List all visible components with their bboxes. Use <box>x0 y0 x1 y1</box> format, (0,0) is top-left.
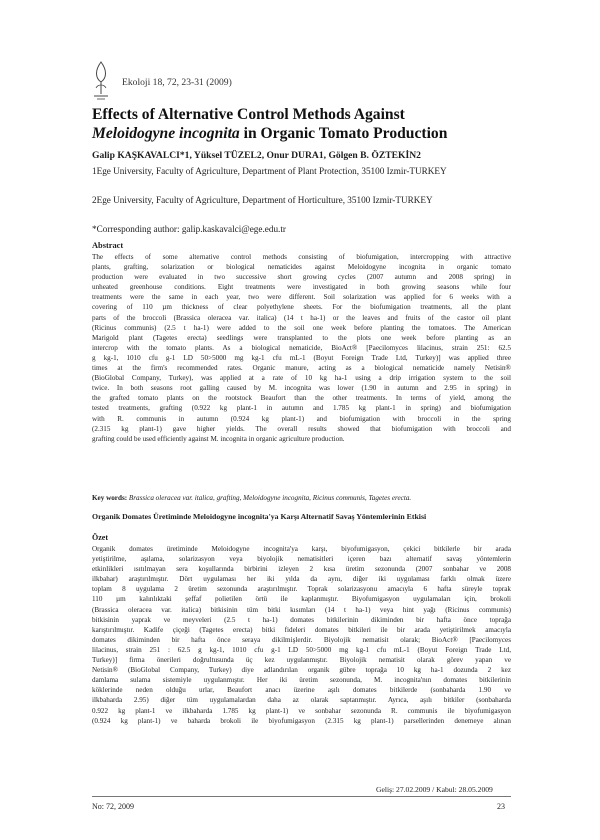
ozet-line: toplam 8 uygulama 2 üretim sezonunda araştırılmıştır. Toprak solarizasyonu amacıyla 6 hafta süreyle toprak <box>92 585 511 594</box>
ozet-line: domates dikiminden bir hafta önce seraya dikilmişlerdir. Biyolojik nematisit olarak; BioAct® [Paecilomyces <box>92 635 511 644</box>
ozet-line: 0.922 kg plant-1 ve ilkbaharda 1.785 kg plant-1) ve sonbahar sezonunda R. communis ile biyofumigasyon <box>92 706 511 715</box>
abstract-line: Marigold plant (Tagetes erecta) seedlings were transplanted to the plots one week before planting as an <box>92 333 511 342</box>
title-species: Meloidogyne incognita <box>92 125 240 142</box>
abstract-heading: Abstract <box>92 241 124 250</box>
abstract-line: production were evaluated in two successive short growing cycles (2007 autumn and 2008 spring) in <box>92 273 511 282</box>
abstract-line: twice. In both seasons root galling caused by M. incognita was lower (1.90 in autumn and 2.95 in spring) in <box>92 384 511 393</box>
abstract-line: the grafted tomato plants on the rootstock Beaufort than the other treatments. In terms of yield, among the <box>92 394 511 403</box>
ozet-line: lilacinus, strain 251 : 62.5 g kg-1, 1010 cfu g-1 LD 50>5000 mg kg-1 cfu mL-1 (Boyut Foreign Trade Ltd, <box>92 645 511 654</box>
abstract-line: tested treatments, grafting (0.922 kg plant-1 in autumn and 1.785 kg plant-1 in spring) and biofumigation <box>92 404 511 413</box>
keywords-label: Key words: <box>92 494 128 502</box>
affiliation-1: 1Ege University, Faculty of Agriculture, Department of Plant Protection, 35100 Izmir-TURKEY <box>92 166 447 176</box>
ozet-line: etkinlikleri ısıtılmayan sera koşullarında birbirini izleyen 2 kısa üretim sezonunda (2007 sonbahar ve 2008 <box>92 565 511 574</box>
article-title <box>92 105 532 143</box>
corresponding-author: *Corresponding author: galip.kaskavalci@ege.edu.tr <box>92 224 286 234</box>
author-list: Galip KAŞKAVALCI*1, Yüksel TÜZEL2, Onur DURA1, Gölgen B. ÖZTEKİN2 <box>92 150 421 161</box>
footer-divider <box>92 796 511 797</box>
abstract-line: (Ricinus communis) (2.5 t ha-1) were added to the soil one week before planting the tomatoes. The American <box>92 323 511 332</box>
ozet-body <box>92 544 511 726</box>
abstract-line: treatments were the same in each year, two were different. Soil solarization was applied for 6 weeks with a <box>92 293 511 302</box>
keywords-text: Brassica oleracea var. italica, grafting, Meloidogyne incognita, Ricinus communis, Tagetes erecta. <box>128 494 412 502</box>
abstract-line: covering of 110 µm thickness of clear polyethylene sheets. For the biofumigation treatments, all the plant <box>92 303 511 312</box>
ozet-line: (0.924 kg plant-1) ve baharda brokoli ile biyofumigasyon (2.315 kg plant-1) parsellerinden denemeye alınan <box>92 716 511 725</box>
footer-page-number: 23 <box>497 802 505 811</box>
abstract-line: intercrop with the tomato plants. As a biological nematicide, BioAct® [Paecilomyces lilacinus, strain 251: 62.5 <box>92 343 511 352</box>
title-line-1: Effects of Alternative Control Methods Against <box>92 106 405 123</box>
ozet-line: yetiştirilme, aşılama, solarizasyon veya biyolojik nematisitleri içeren bazı alternatif savaş yöntemlerin <box>92 555 511 564</box>
ozet-line: bitkisinin yaprak ve meyveleri (2.5 t ha-1) domates bitkilerinin dikiminden bir hafta önce toprağa <box>92 615 511 624</box>
abstract-line: grafting could be used efficiently against M. incognita in organic agriculture production. <box>92 434 345 443</box>
abstract-line: (BioGlobal Company, Turkey), was applied at a rate of 10 kg ha-1 using a drip irrigation system to the soil <box>92 374 511 383</box>
affiliation-2: 2Ege University, Faculty of Agriculture, Department of Horticulture, 35100 Izmir-TURKEY <box>92 195 433 205</box>
ozet-line: Organik domates üretiminde Meloidogyne incognita'ya karşı, biyofumigasyon, çekici bitkilerle bir arada <box>92 545 511 553</box>
abstract-line: The effects of some alternative control methods consisting of biofumigation, intercropping with attractive <box>92 253 511 261</box>
turkish-title: Organik Domates Üretiminde Meloidogyne incognita'ya Karşı Alternatif Savaş Yöntemlerinin Etkisi <box>92 512 427 521</box>
journal-logo-icon <box>92 60 110 100</box>
journal-citation: Ekoloji 18, 72, 23-31 (2009) <box>122 77 232 88</box>
ozet-line: (Brassica oleracea var. italica) bitkisinin tüm bitki kısımları (14 t ha-1) veya hint yağı (Ricinus communis) <box>92 605 511 614</box>
abstract-line: plants, grafting, solarization or biological nematicides against Meloidogyne incognita in organic tomato <box>92 263 511 272</box>
ozet-line: Turkey)] firma önerileri doğrultusunda üç kez uygulanmıştır. Biyolojik nematisit olarak görev yapan ve <box>92 656 511 665</box>
ozet-line: ilkbaharda 2.95) diğer tüm uygulamalardan daha az olarak saptanmıştır. Ayrıca, aşılı bitkiler (sonbaharda <box>92 696 511 705</box>
ozet-line: ilkbahar) araştırılmıştır. Dört uygulaması her iki yılda da aynı, diğer iki uygulaması farklı olmak üzere <box>92 575 511 584</box>
abstract-line: with R. communis in autumn (0.924 kg plant-1) and biofumigation with broccoli in the spring <box>92 414 511 423</box>
abstract-line: g kg-1, 1010 cfu g-1 LD 50>5000 mg kg-1 cfu mL-1 (Boyut Foreign Trade Ltd, Turkey)] was applied three <box>92 353 511 362</box>
footer-issue: No: 72, 2009 <box>92 802 134 811</box>
received-accepted-dates: Geliş: 27.02.2009 / Kabul: 28.05.2009 <box>376 785 493 794</box>
keywords <box>92 493 511 503</box>
ozet-line: 110 µm kalınlıktaki şeffaf polietilen örtü ile kaplanmıştır. Biyofumigasyon uygulamaları için, brokoli <box>92 595 511 604</box>
ozet-line: köklerinde neden olduğu urlar, Beaufort anacı üzerine aşılı domates bitkilerde (sonbaharda 1.90 ve <box>92 686 511 695</box>
abstract-line: times at the firm's recommended rates. Organic manure, acting as a biological nematicide namely Netisin® <box>92 364 511 373</box>
title-rest: in Organic Tomato Production <box>239 125 448 142</box>
ozet-line: karıştırılmıştır. Kadife çiçeği (Tagetes erecta) bitki fideleri domates bitkileri ile bir arada yetiştirilmek amacıyla <box>92 625 511 634</box>
abstract-line: (2.315 kg plant-1) gave higher yields. The overall results showed that biofumigation with broccoli and <box>92 424 511 433</box>
abstract-line: parts of the broccoli (Brassica oleracea var. italica) (14 t ha-1) or the leaves and fruits of the castor oil plant <box>92 313 511 322</box>
ozet-line: damlama sulama sistemiyle uygulanmıştır. Her iki üretim sezonunda, M. incognita'nın domates bitkilerinin <box>92 676 511 685</box>
ozet-heading: Özet <box>92 533 108 542</box>
abstract-line: unheated greenhouse conditions. Eight treatments were investigated in both growing seasons while four <box>92 283 511 292</box>
ozet-line: Netisin® (BioGlobal Company, Turkey) diye adlandırılan organik gübre toprağa 10 kg ha-1 dozunda 2 kez <box>92 666 511 675</box>
abstract-body <box>92 252 511 444</box>
